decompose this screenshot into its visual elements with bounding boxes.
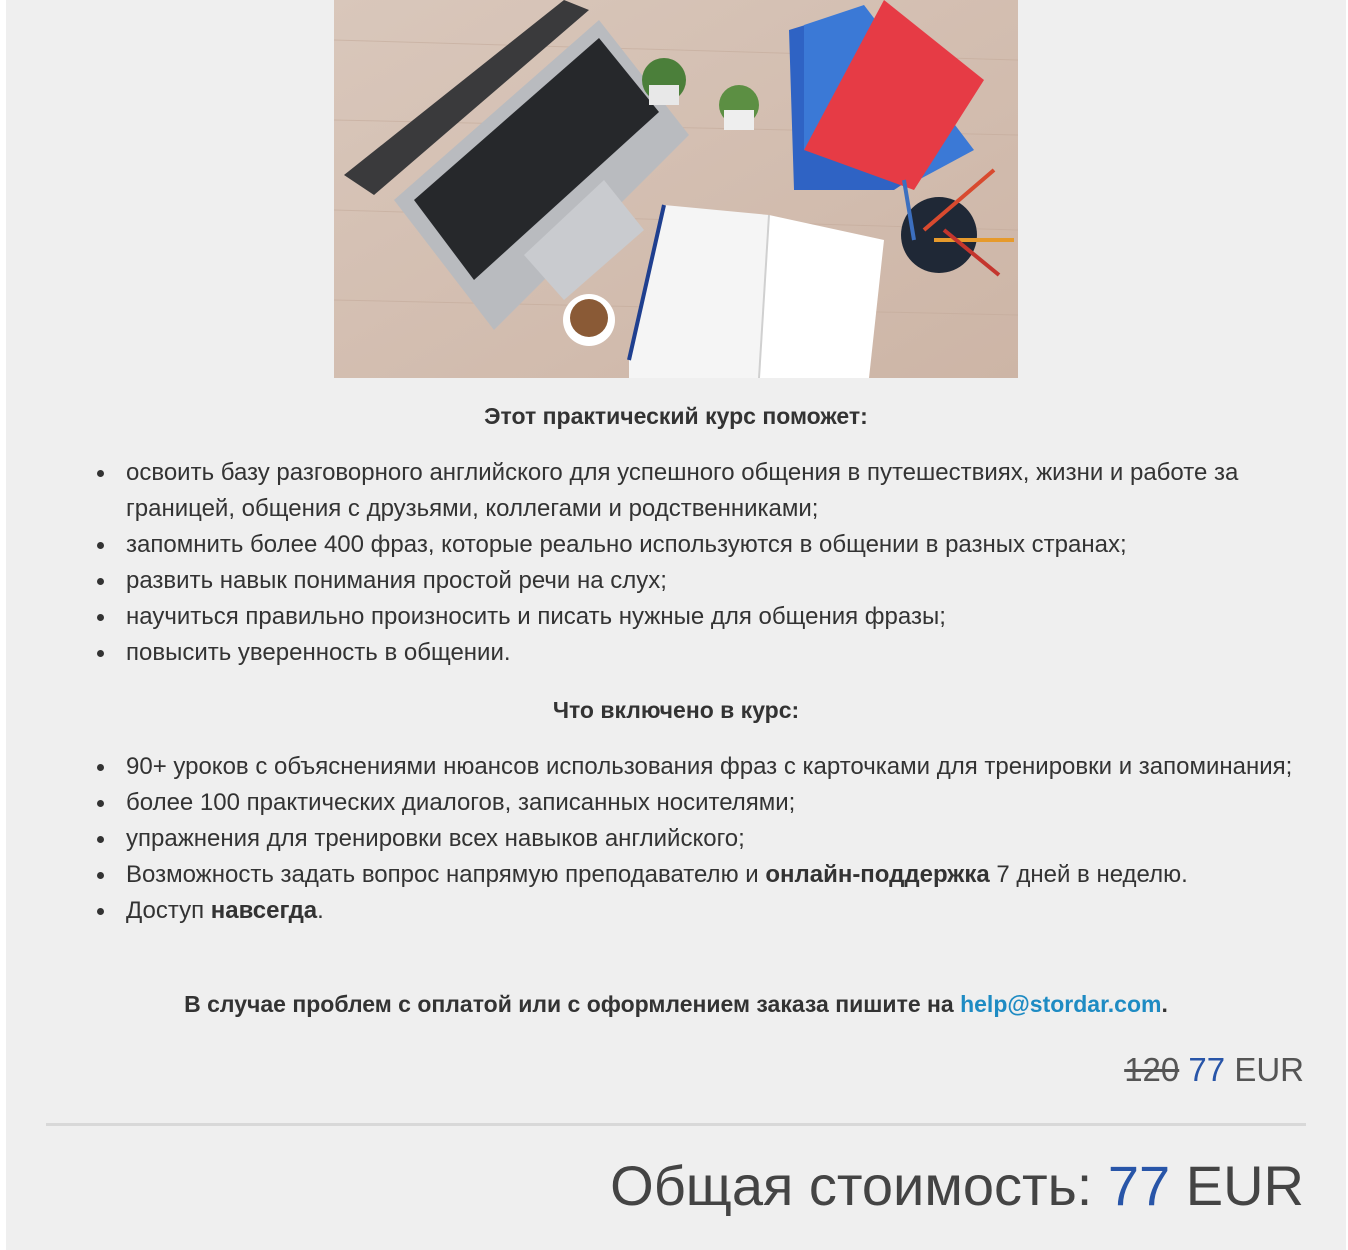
access-text-before: Доступ [126, 897, 211, 924]
list-item: 90+ уроков с объяснениями нюансов использования фраз с карточками для тренировки и запоминания; [126, 749, 1326, 785]
total-currency: EUR [1185, 1154, 1304, 1217]
new-price: 77 [1188, 1051, 1226, 1088]
support-text-bold: онлайн-поддержка [765, 861, 990, 888]
payment-help-period: . [1161, 991, 1168, 1017]
access-text-after: . [317, 897, 324, 924]
price-currency: EUR [1234, 1051, 1304, 1088]
list-item: более 100 практических диалогов, записанных носителями; [126, 785, 1326, 821]
list-item: научиться правильно произносить и писать нужные для общения фразы; [126, 599, 1326, 635]
old-price: 120 [1124, 1051, 1180, 1088]
benefits-list [126, 455, 1326, 671]
total-label: Общая стоимость: [610, 1154, 1108, 1217]
item-price [1124, 1048, 1304, 1092]
list-item-support [126, 857, 1326, 893]
list-item: запомнить более 400 фраз, которые реально используются в общении в разных странах; [126, 527, 1326, 563]
included-list [126, 749, 1326, 929]
total-amount: 77 [1107, 1154, 1171, 1217]
support-text-before: Возможность задать вопрос напрямую преподавателю и [126, 861, 766, 888]
support-email-link[interactable]: help@stordar.com [960, 991, 1162, 1017]
divider [46, 1123, 1306, 1126]
included-heading: Что включено в курс: [552, 697, 800, 723]
support-text-after: 7 дней в неделю. [989, 861, 1188, 888]
list-item: развить навык понимания простой речи на слух; [126, 563, 1326, 599]
total-cost [610, 1150, 1304, 1222]
course-details-panel [6, 0, 1346, 1250]
list-item: повысить уверенность в общении. [126, 635, 1326, 671]
access-text-bold: навсегда [210, 897, 318, 924]
benefits-heading: Этот практический курс поможет: [484, 403, 868, 429]
list-item: освоить базу разговорного английского для успешного общения в путешествиях, жизни и работе за границей, общения с друзьями, коллегами и родственниками; [126, 455, 1326, 527]
payment-help-text: В случае проблем с оплатой или с оформлением заказа пишите на [184, 991, 961, 1017]
list-item: упражнения для тренировки всех навыков английского; [126, 821, 1326, 857]
course-hero-image [334, 0, 1018, 378]
list-item-access [126, 893, 1326, 929]
payment-help-note [6, 988, 1346, 1020]
